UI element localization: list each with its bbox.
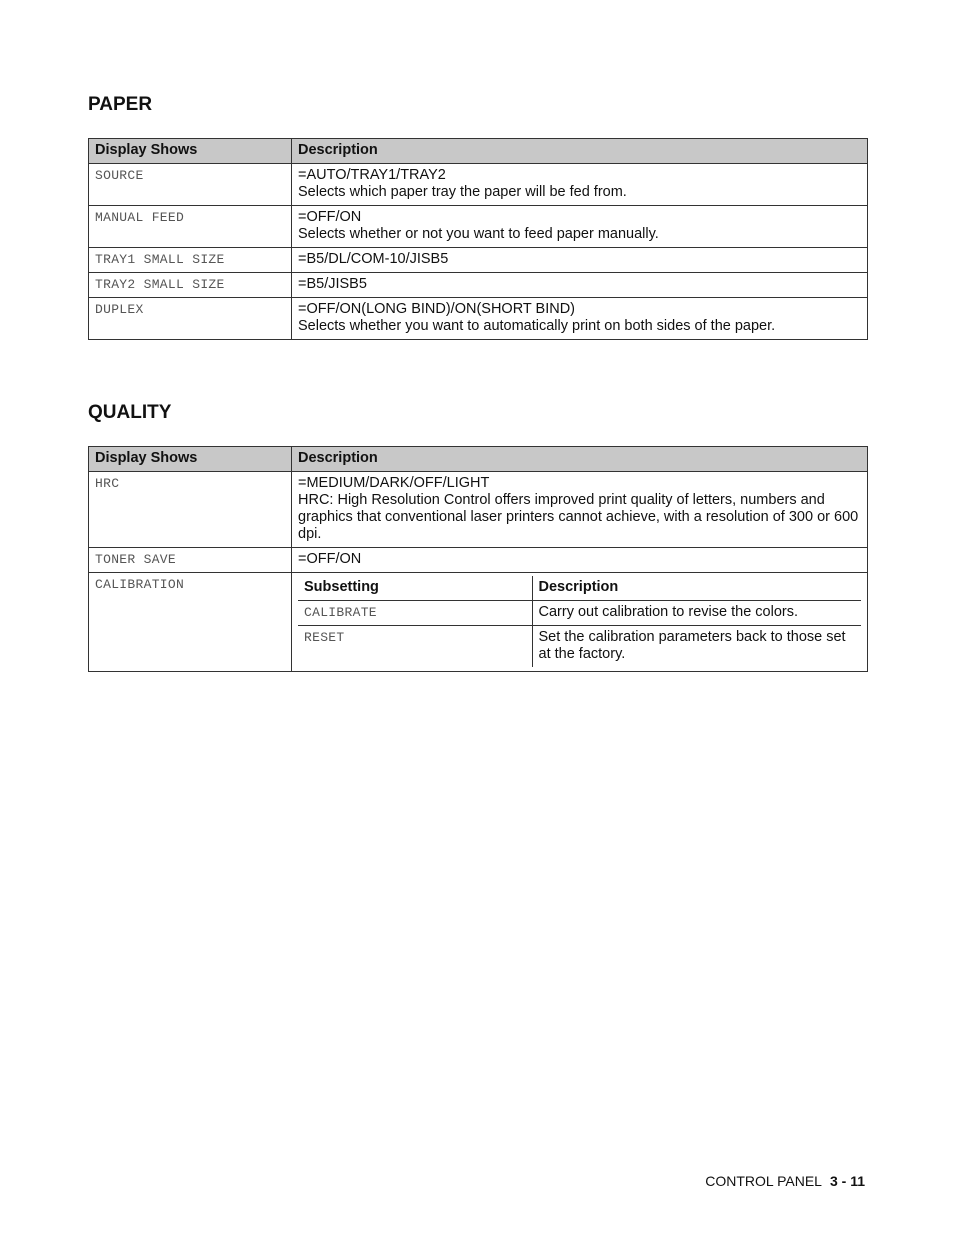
subtable-header-description: Description [532, 576, 861, 601]
description-cell [292, 164, 868, 206]
section-title-paper: PAPER [88, 94, 153, 115]
calibration-subtable [298, 576, 861, 667]
setting-options: =OFF/ON [298, 551, 362, 567]
column-header-display: Display Shows [89, 139, 292, 164]
subtable-header-subsetting: Subsetting [298, 576, 532, 601]
calibration-subtable-cell [292, 573, 868, 672]
subtable-row [298, 626, 861, 668]
display-value: TRAY1 SMALL SIZE [89, 248, 292, 273]
setting-note: Selects whether you want to automatically print on both sides of the paper. [298, 318, 776, 334]
page-footer [705, 1173, 865, 1189]
display-value: DUPLEX [89, 298, 292, 340]
subsetting-value: RESET [298, 626, 532, 668]
display-value: TRAY2 SMALL SIZE [89, 273, 292, 298]
table-row [89, 548, 868, 573]
setting-options: =OFF/ON(LONG BIND)/ON(SHORT BIND) [298, 301, 575, 317]
table-header-row [89, 447, 868, 472]
subsetting-value: CALIBRATE [298, 601, 532, 626]
subsetting-description: Carry out calibration to revise the colors. [532, 601, 861, 626]
description-cell [292, 273, 868, 298]
setting-note: Selects whether or not you want to feed paper manually. [298, 226, 659, 242]
setting-options: =OFF/ON [298, 209, 362, 225]
footer-section-name: CONTROL PANEL [705, 1173, 822, 1189]
description-cell [292, 548, 868, 573]
display-value: TONER SAVE [89, 548, 292, 573]
table-row [89, 472, 868, 548]
setting-options: =MEDIUM/DARK/OFF/LIGHT [298, 475, 490, 491]
description-cell [292, 298, 868, 340]
description-cell [292, 206, 868, 248]
display-value: HRC [89, 472, 292, 548]
column-header-description: Description [292, 139, 868, 164]
table-row [89, 248, 868, 273]
setting-note: HRC: High Resolution Control offers improved print quality of letters, numbers and graphics that conventional laser printers cannot achieve, with a resolution of 300 or 600 dpi. [298, 492, 859, 542]
subtable-row [298, 601, 861, 626]
subsetting-description: Set the calibration parameters back to those set at the factory. [538, 629, 846, 662]
setting-options: =B5/JISB5 [298, 276, 367, 292]
table-row [89, 573, 868, 672]
table-row [89, 273, 868, 298]
table-row [89, 206, 868, 248]
subtable-header-row [298, 576, 861, 601]
table-row [89, 164, 868, 206]
setting-options: =B5/DL/COM-10/JISB5 [298, 251, 449, 267]
display-value: SOURCE [89, 164, 292, 206]
display-value: MANUAL FEED [89, 206, 292, 248]
setting-options: =AUTO/TRAY1/TRAY2 [298, 167, 446, 183]
column-header-display: Display Shows [89, 447, 292, 472]
paper-table [88, 138, 868, 340]
description-cell [292, 472, 868, 548]
column-header-description: Description [292, 447, 868, 472]
table-header-row [89, 139, 868, 164]
quality-table [88, 446, 868, 672]
display-value: CALIBRATION [89, 573, 292, 672]
description-cell [292, 248, 868, 273]
page-number: 3 - 11 [829, 1173, 865, 1189]
setting-note: Selects which paper tray the paper will be fed from. [298, 184, 627, 200]
table-row [89, 298, 868, 340]
section-title-quality: QUALITY [88, 402, 172, 423]
